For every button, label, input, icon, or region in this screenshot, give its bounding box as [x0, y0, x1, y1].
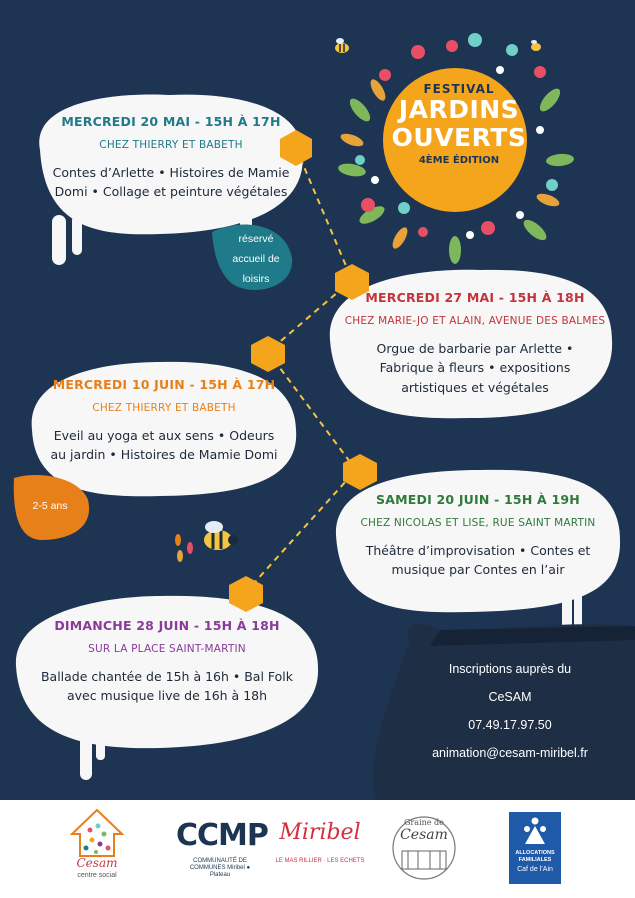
caf-logo-name: Caf de l’Ain	[517, 866, 553, 873]
festival-title	[384, 78, 534, 166]
event-1	[40, 114, 302, 202]
ccmp-logo-sub: COMMUNAUTÉ DE COMMUNES Miribel ● Plateau	[189, 858, 251, 879]
festival-label: FESTIVAL	[423, 82, 495, 96]
event-description-line: Orgue de barbarie par Arlette •	[376, 341, 574, 356]
event-description-line: Fabrique à fleurs • expositions	[379, 360, 571, 376]
event-description-line: Contes d’Arlette • Histoires de Mamie	[52, 165, 290, 180]
petal-icon	[175, 534, 193, 562]
event-description-line: Ballade chantée de 15h à 16h • Bal Folk	[40, 669, 294, 684]
event-description	[40, 163, 302, 202]
tag-line: accueil de	[232, 252, 280, 265]
event-3	[36, 377, 292, 465]
bee-icon	[204, 521, 238, 550]
event-2	[340, 290, 610, 397]
festival-name-line2: OUVERTS	[391, 122, 527, 152]
info-organisation: CeSAM	[488, 690, 532, 704]
event-place: CHEZ MARIE-JO ET ALAIN, AVENUE DES BALMES	[344, 315, 606, 327]
info-phone[interactable]: 07.49.17.97.50	[468, 718, 552, 732]
event-place: SUR LA PLACE SAINT-MARTIN	[88, 643, 246, 655]
event-date: DIMANCHE 28 JUIN - 15H À 18H	[54, 618, 280, 633]
event-description-line: Théâtre d’improvisation • Contes et	[365, 543, 591, 558]
event-place: CHEZ NICOLAS ET LISE, RUE SAINT MARTIN	[360, 517, 596, 529]
registration-info	[400, 655, 620, 767]
event-date: MERCREDI 27 MAI - 15H À 18H	[365, 290, 585, 305]
event-description	[340, 339, 610, 397]
info-line: Inscriptions auprès du	[448, 662, 572, 676]
caf-family-icon	[521, 816, 549, 846]
festival-name-line1: JARDINS	[398, 95, 520, 124]
event-description-line: musique par Contes en l’air	[391, 562, 565, 578]
cesam-logo-sub: centre social	[77, 872, 117, 879]
bee-icon	[335, 38, 349, 53]
event-date: MERCREDI 20 MAI - 15H À 17H	[61, 114, 281, 129]
festival-edition: 4ÈME ÉDITION	[418, 155, 500, 166]
miribel-logo-name: Miribel	[279, 820, 361, 845]
ccmp-logo-name: CCMP	[176, 818, 268, 853]
event-description	[18, 667, 316, 706]
hexagon-3-icon	[251, 336, 285, 372]
event-4	[340, 492, 616, 580]
graine-logo-top: Graine de	[404, 818, 444, 827]
tag-line: réservé	[238, 233, 274, 245]
event-5	[18, 618, 316, 706]
event-3-tag	[20, 497, 80, 517]
event-date: MERCREDI 10 JUIN - 15H À 17H	[52, 377, 276, 392]
event-1-tag	[222, 230, 290, 290]
tag-line: loisirs	[242, 272, 270, 285]
cesam-logo-name: Cesam	[76, 856, 118, 870]
event-description-line: Eveil au yoga et aux sens • Odeurs	[53, 428, 275, 443]
event-description	[36, 426, 292, 465]
cesam-house-logo-icon	[70, 808, 124, 858]
event-description	[340, 541, 616, 580]
event-place: CHEZ THIERRY ET BABETH	[92, 402, 236, 414]
bee-icon	[531, 40, 541, 51]
graine-logo-name: Cesam	[400, 827, 448, 843]
caf-logo-sub: ALLOCATIONS FAMILIALES	[515, 850, 555, 864]
event-description-line: Domi • Collage et peinture végétales	[54, 184, 288, 200]
tag-line: 2-5 ans	[32, 500, 68, 512]
event-description-line: au jardin • Histoires de Mamie Domi	[50, 447, 278, 463]
event-description-line: avec musique live de 16h à 18h	[66, 688, 268, 704]
info-email[interactable]: animation@cesam-miribel.fr	[432, 746, 588, 760]
miribel-logo-sub: LE MAS RILLIER · LES ECHETS	[275, 858, 365, 864]
event-date: SAMEDI 20 JUIN - 15H À 19H	[376, 492, 580, 507]
event-description-line: artistiques et végétales	[401, 379, 549, 395]
event-place: CHEZ THIERRY ET BABETH	[99, 139, 243, 151]
